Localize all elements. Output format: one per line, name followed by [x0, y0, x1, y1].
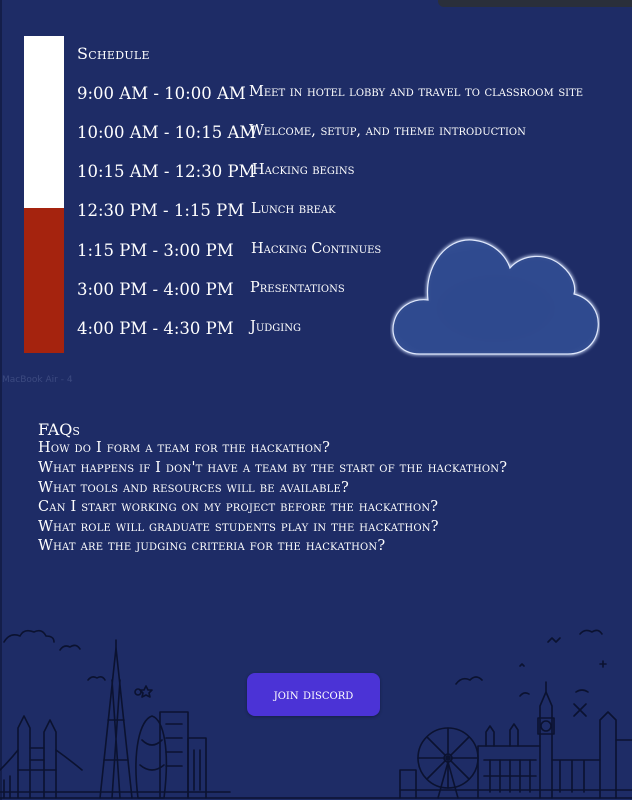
faq-title: FAQs	[38, 420, 80, 439]
faq-item[interactable]: How do I form a team for the hackathon?	[38, 440, 331, 456]
schedule-event: Welcome, setup, and theme introduction	[249, 123, 526, 139]
schedule-time: 12:30 PM - 1:15 PM	[77, 201, 245, 220]
frame-label: MacBook Air - 4	[2, 375, 73, 385]
schedule-event: Meet in hotel lobby and travel to classroom site	[249, 84, 584, 100]
schedule-time: 3:00 PM - 4:00 PM	[77, 280, 234, 299]
join-discord-button[interactable]: join discord	[247, 673, 380, 716]
schedule-time: 1:15 PM - 3:00 PM	[77, 241, 234, 260]
schedule-time: 10:15 AM - 12:30 PM	[77, 162, 256, 181]
schedule-bar-white	[24, 36, 64, 208]
schedule-event: Judging	[250, 319, 301, 335]
faq-item[interactable]: What happens if I don't have a team by the start of the hackathon?	[38, 460, 508, 476]
schedule-title: Schedule	[77, 44, 150, 63]
schedule-event: Presentations	[250, 280, 345, 296]
schedule-time: 4:00 PM - 4:30 PM	[77, 319, 234, 338]
schedule-time: 10:00 AM - 10:15 AM	[77, 123, 257, 142]
faq-item[interactable]: What role will graduate students play in the hackathon?	[38, 519, 439, 535]
faq-item[interactable]: What tools and resources will be available?	[38, 480, 349, 496]
schedule-bar-red	[24, 208, 64, 353]
window-top-bar	[438, 0, 632, 7]
schedule-event: Hacking begins	[252, 162, 355, 178]
schedule-event: Lunch break	[251, 201, 336, 217]
cloud-icon	[390, 236, 600, 358]
faq-item[interactable]: Can I start working on my project before the hackathon?	[38, 499, 439, 515]
schedule-event: Hacking Continues	[251, 241, 382, 257]
faq-item[interactable]: What are the judging criteria for the hackathon?	[38, 538, 386, 554]
schedule-time: 9:00 AM - 10:00 AM	[77, 84, 246, 103]
